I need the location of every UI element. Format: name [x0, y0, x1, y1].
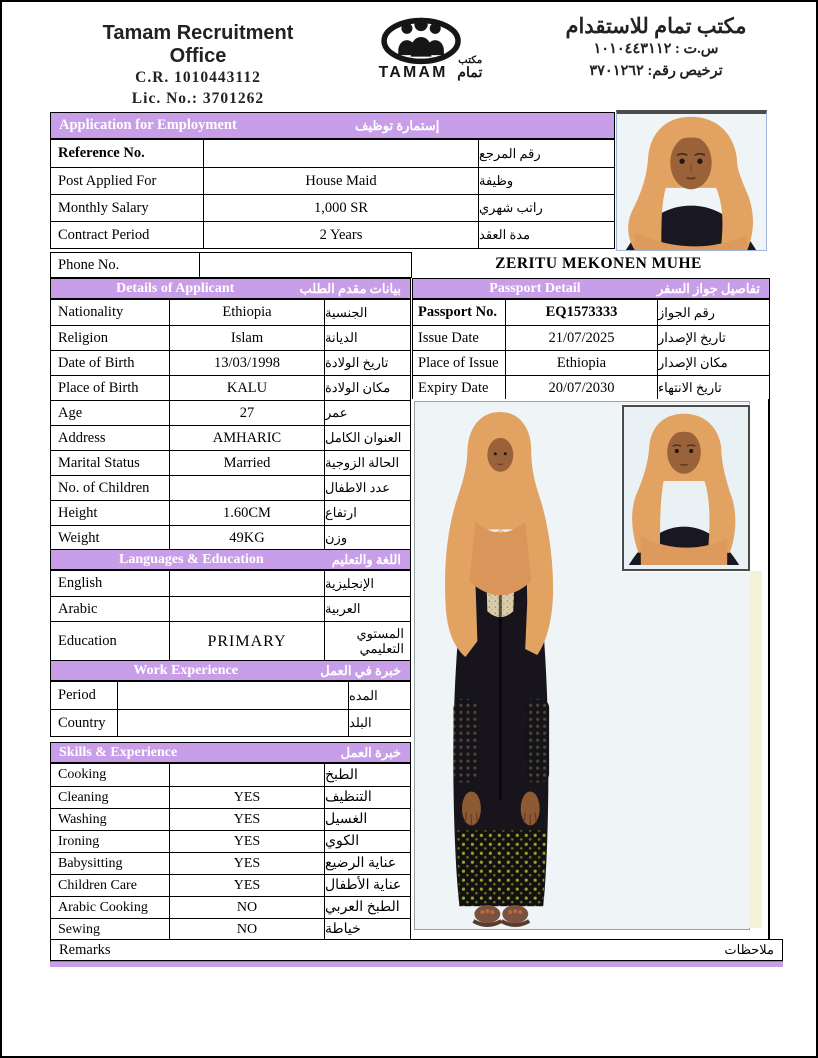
place-of-issue-value: Ethiopia: [505, 351, 657, 375]
country-label-ar: البلد: [348, 710, 410, 736]
phone-row: [50, 252, 412, 278]
place-of-issue-label: Place of Issue: [418, 354, 499, 371]
education-label: Education: [58, 633, 117, 649]
post-applied-label: Post Applied For: [58, 172, 157, 189]
place-of-birth-value: KALU: [169, 376, 324, 400]
contract-period-value: 2 Years: [203, 222, 478, 248]
passport-table: [412, 299, 770, 401]
address-label: Address: [58, 429, 106, 446]
monthly-salary-label-ar: راتب شهري: [478, 195, 614, 221]
phone-no-value: [199, 253, 411, 277]
passport-no-value: EQ1573333: [505, 300, 657, 325]
skills-experience-bar: [50, 742, 411, 763]
row-education: [51, 621, 410, 661]
weight-value: 49KG: [169, 526, 324, 550]
row-place-of-birth: [51, 375, 410, 400]
ironing-label: Ironing: [58, 833, 100, 849]
row-reference-no: [51, 140, 614, 167]
office-license-ar: ترخيص رقم: ٣٧٠١٢٦٢: [589, 62, 723, 79]
issue-date-label-ar: تاريخ الإصدار: [657, 326, 769, 350]
row-marital-status: [51, 450, 410, 475]
office-header-ar: [520, 14, 792, 83]
cleaning-value: YES: [169, 787, 324, 808]
row-sewing: [51, 918, 410, 940]
reference-no-label: Reference No.: [58, 145, 145, 161]
babysitting-label: Babysitting: [58, 855, 123, 871]
arabic-cooking-value: NO: [169, 897, 324, 918]
applicant-photos-area: [412, 399, 770, 939]
skills-header-en: Skills & Experience: [59, 744, 178, 760]
row-height: [51, 500, 410, 525]
office-header-en: [78, 22, 318, 110]
row-arabic: [51, 596, 410, 621]
row-date-of-birth: [51, 350, 410, 375]
sewing-value: NO: [169, 919, 324, 940]
period-value: [117, 682, 348, 709]
address-label-ar: العنوان الكامل: [324, 426, 410, 450]
row-cleaning: [51, 786, 410, 808]
passport-no-label-ar: رقم الجواز: [657, 300, 769, 325]
post-applied-value: House Maid: [203, 168, 478, 194]
monthly-salary-label: Monthly Salary: [58, 199, 149, 216]
arabic-cooking-label-ar: الطبخ العربي: [324, 897, 410, 918]
applicant-name: ZERITU MEKONEN MUHE: [495, 255, 702, 272]
passport-photo-framed: [622, 405, 750, 571]
post-applied-label-ar: وظيفة: [478, 168, 614, 194]
nationality-value: Ethiopia: [169, 300, 324, 325]
religion-label-ar: الديانة: [324, 326, 410, 350]
no-of-children-label: No. of Children: [58, 479, 150, 496]
row-nationality: [51, 300, 410, 325]
place-of-issue-label-ar: مكان الإصدار: [657, 351, 769, 375]
children-care-label: Children Care: [58, 877, 137, 893]
remarks-label: Remarks: [59, 941, 111, 958]
languages-header-ar: اللغة والتعليم: [331, 551, 401, 567]
row-washing: [51, 808, 410, 830]
date-of-birth-value: 13/03/1998: [169, 351, 324, 375]
row-arabic-cooking: [51, 896, 410, 918]
sewing-label: Sewing: [58, 921, 100, 937]
cleaning-label-ar: التنظيف: [324, 787, 410, 808]
date-of-birth-label: Date of Birth: [58, 354, 135, 371]
row-religion: [51, 325, 410, 350]
issue-date-label: Issue Date: [418, 329, 479, 346]
row-period: [51, 682, 410, 709]
weight-label: Weight: [58, 529, 100, 546]
row-children-care: [51, 874, 410, 896]
work-experience-table: [50, 681, 411, 737]
cooking-label-ar: الطبخ: [324, 764, 410, 786]
babysitting-value: YES: [169, 853, 324, 874]
row-babysitting: [51, 852, 410, 874]
details-header-ar: بيانات مقدم الطلب: [299, 280, 401, 296]
period-label-ar: المده: [348, 682, 410, 709]
work-experience-bar: [50, 660, 411, 681]
row-post-applied: [51, 167, 614, 194]
passport-header-en: Passport Detail: [489, 280, 581, 296]
weight-label-ar: وزن: [324, 526, 410, 550]
svg-text:TAMAM: TAMAM: [378, 64, 448, 82]
tamam-logo-icon: [366, 12, 484, 84]
address-value: AMHARIC: [169, 426, 324, 450]
english-label: English: [58, 575, 103, 591]
english-label-ar: الإنجليزية: [324, 571, 410, 596]
row-weight: [51, 525, 410, 550]
age-value: 27: [169, 401, 324, 425]
sewing-label-ar: خياطة: [324, 919, 410, 940]
office-license: Lic. No.: 3701262: [131, 89, 265, 107]
education-value: PRIMARY: [169, 622, 324, 661]
date-of-birth-label-ar: تاريخ الولادة: [324, 351, 410, 375]
phone-no-label: Phone No.: [58, 256, 120, 273]
row-contract-period: [51, 221, 614, 248]
headshot-illustration: [617, 114, 765, 250]
svg-text:مكتب: مكتب: [458, 54, 483, 66]
remarks-row: [50, 939, 783, 961]
arabic-cooking-label: Arabic Cooking: [58, 899, 148, 915]
no-of-children-value: [169, 476, 324, 500]
row-expiry-date: [413, 375, 769, 400]
country-label: Country: [58, 714, 106, 731]
babysitting-label-ar: عناية الرضيع: [324, 853, 410, 874]
children-care-value: YES: [169, 875, 324, 896]
reference-no-label-ar: رقم المرجع: [478, 140, 614, 167]
row-issue-date: [413, 325, 769, 350]
arabic-label-ar: العربية: [324, 597, 410, 621]
languages-table: [50, 570, 411, 662]
employment-table: [50, 139, 615, 249]
contract-period-label: Contract Period: [58, 226, 150, 243]
languages-header-en: Languages & Education: [119, 551, 264, 567]
svg-text:تمام: تمام: [457, 65, 483, 82]
row-address: [51, 425, 410, 450]
office-name-ar: مكتب تمام للاستقدام: [565, 14, 747, 38]
work-header-en: Work Experience: [133, 662, 238, 678]
arabic-value: [169, 597, 324, 621]
cooking-label: Cooking: [58, 767, 107, 782]
nationality-label: Nationality: [58, 304, 124, 320]
passport-no-label: Passport No.: [418, 304, 497, 320]
application-for-employment-bar: [50, 112, 615, 139]
remarks-divider: [50, 961, 783, 967]
office-name: Tamam Recruitment Office: [102, 22, 294, 67]
monthly-salary-value: 1,000 SR: [203, 195, 478, 221]
row-no-of-children: [51, 475, 410, 500]
nationality-label-ar: الجنسية: [324, 300, 410, 325]
no-of-children-label-ar: عدد الاطفال: [324, 476, 410, 500]
office-cr: C.R. 1010443112: [135, 69, 261, 86]
row-passport-no: [413, 300, 769, 325]
period-label: Period: [58, 687, 96, 703]
age-label-ar: عمر: [324, 401, 410, 425]
religion-value: Islam: [169, 326, 324, 350]
work-header-ar: خبرة في العمل: [320, 662, 401, 678]
washing-label: Washing: [58, 811, 107, 827]
place-of-birth-label: Place of Birth: [58, 379, 139, 396]
cooking-value: [169, 764, 324, 786]
height-value: 1.60CM: [169, 501, 324, 525]
ironing-value: YES: [169, 831, 324, 852]
details-of-applicant-bar: [50, 278, 411, 299]
age-label: Age: [58, 404, 83, 421]
application-title-ar: إستمارة توظيف: [355, 117, 440, 133]
passport-header-ar: تفاصيل جواز السفر: [656, 280, 760, 296]
issue-date-value: 21/07/2025: [505, 326, 657, 350]
washing-label-ar: الغسيل: [324, 809, 410, 830]
languages-education-bar: [50, 549, 411, 570]
place-of-birth-label-ar: مكان الولادة: [324, 376, 410, 400]
reference-no-value: [203, 140, 478, 167]
marital-status-value: Married: [169, 451, 324, 475]
skills-table: [50, 763, 411, 941]
expiry-date-label: Expiry Date: [418, 379, 489, 396]
arabic-label: Arabic: [58, 600, 98, 617]
row-monthly-salary: [51, 194, 614, 221]
row-place-of-issue: [413, 350, 769, 375]
row-english: [51, 571, 410, 596]
row-cooking: [51, 764, 410, 786]
country-value: [117, 710, 348, 736]
tamam-logo: [366, 12, 484, 84]
expiry-date-label-ar: تاريخ الانتهاء: [657, 376, 769, 400]
passport-photo-illustration: [624, 407, 744, 565]
expiry-date-value: 20/07/2030: [505, 376, 657, 400]
applicant-headshot-photo: [616, 110, 767, 251]
contract-period-label-ar: مدة العقد: [478, 222, 614, 248]
details-table: [50, 299, 411, 551]
skills-header-ar: خبرة العمل: [340, 744, 401, 760]
row-country: [51, 709, 410, 736]
marital-status-label: Marital Status: [58, 454, 140, 471]
marital-status-label-ar: الحالة الزوجية: [324, 451, 410, 475]
row-ironing: [51, 830, 410, 852]
scan-artifact-strip: [749, 571, 762, 928]
english-value: [169, 571, 324, 596]
education-label-ar: المستوي التعليمي: [324, 622, 410, 661]
office-cr-ar: س.ت : ١٠١٠٤٤٣١١٢: [593, 41, 719, 58]
remarks-label-ar: ملاحظات: [724, 942, 774, 957]
height-label-ar: ارتفاع: [324, 501, 410, 525]
application-title-en: Application for Employment: [59, 117, 237, 133]
details-header-en: Details of Applicant: [116, 280, 235, 296]
washing-value: YES: [169, 809, 324, 830]
ironing-label-ar: الكوي: [324, 831, 410, 852]
religion-label: Religion: [58, 329, 108, 346]
cleaning-label: Cleaning: [58, 789, 109, 805]
height-label: Height: [58, 504, 98, 521]
children-care-label-ar: عناية الأطفال: [324, 875, 410, 896]
row-age: [51, 400, 410, 425]
passport-detail-bar: [412, 278, 770, 299]
